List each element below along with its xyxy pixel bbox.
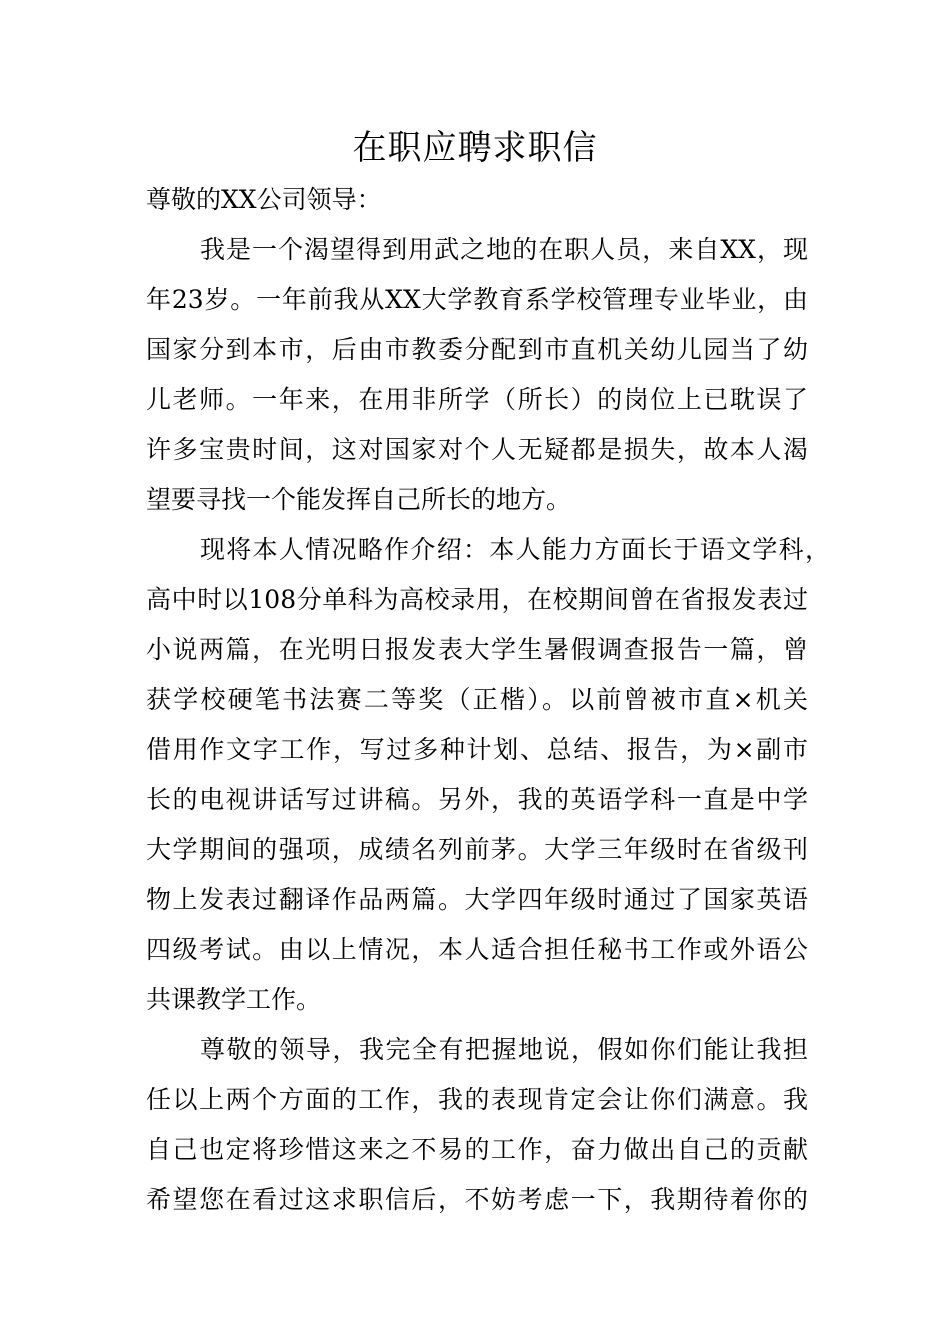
document-title: 在职应聘求职信 (352, 128, 598, 168)
salutation: 尊敬的XX公司领导： (146, 185, 382, 214)
paragraph-line: 年23岁。一年前我从XX大学教育系学校管理专业毕业，由 (146, 285, 808, 314)
paragraph-line: 尊敬的领导，我完全有把握地说，假如你们能让我担 (200, 1035, 808, 1064)
paragraph-line: 现将本人情况略作介绍：本人能力方面长于语文学科， (200, 535, 830, 564)
paragraph-line: 小说两篇，在光明日报发表大学生暑假调查报告一篇，曾 (146, 635, 808, 664)
paragraph-line: 高中时以108分单科为高校录用，在校期间曾在省报发表过 (146, 585, 808, 614)
paragraph-line: 物上发表过翻译作品两篇。大学四年级时通过了国家英语 (146, 885, 808, 914)
paragraph-line: 许多宝贵时间，这对国家对个人无疑都是损失，故本人渴 (146, 435, 808, 464)
paragraph-line: 大学期间的强项，成绩名列前茅。大学三年级时在省级刊 (146, 835, 808, 864)
paragraph-line: 任以上两个方面的工作，我的表现肯定会让你们满意。我 (146, 1085, 808, 1114)
paragraph-line: 望要寻找一个能发挥自己所长的地方。 (146, 485, 572, 514)
paragraph-line: 国家分到本市，后由市教委分配到市直机关幼儿园当了幼 (146, 335, 808, 364)
paragraph-line: 获学校硬笔书法赛二等奖（正楷）。以前曾被市直×机关 (146, 685, 808, 714)
paragraph-line: 希望您在看过这求职信后，不妨考虑一下，我期待着你的 (146, 1185, 808, 1214)
paragraph-line: 自己也定将珍惜这来之不易的工作，奋力做出自己的贡献 (146, 1135, 808, 1164)
paragraph-line: 借用作文字工作，写过多种计划、总结、报告，为×副市 (146, 735, 808, 764)
paragraph-line: 四级考试。由以上情况，本人适合担任秘书工作或外语公 (146, 935, 808, 964)
paragraph-line: 我是一个渴望得到用武之地的在职人员，来自XX，现 (200, 235, 808, 264)
paragraph-line: 长的电视讲话写过讲稿。另外，我的英语学科一直是中学 (146, 785, 808, 814)
paragraph-line: 儿老师。一年来，在用非所学（所长）的岗位上已耽误了 (146, 385, 808, 414)
paragraph-line: 共课教学工作。 (146, 985, 322, 1014)
